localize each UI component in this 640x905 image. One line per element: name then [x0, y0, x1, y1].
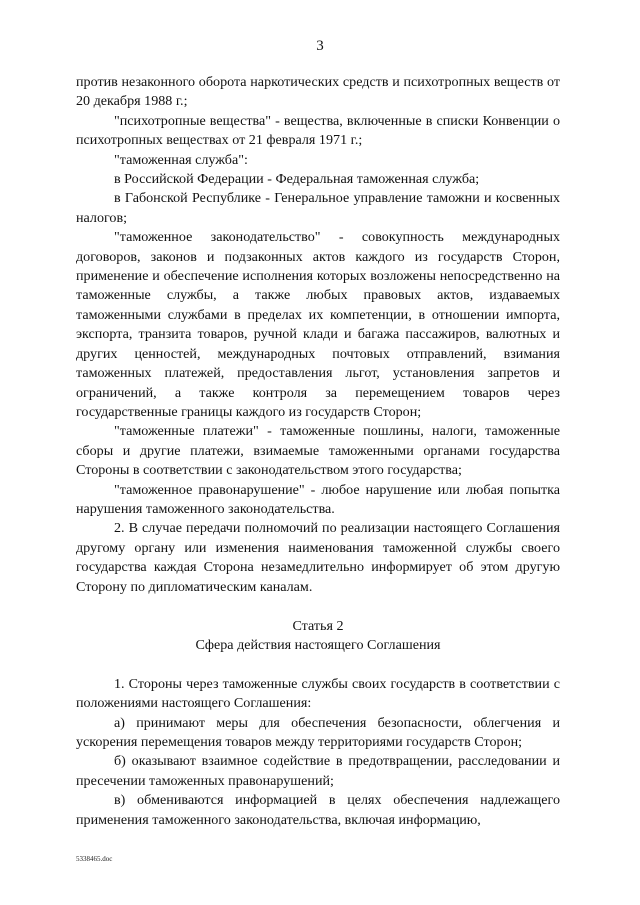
document-body	[76, 73, 560, 830]
paragraph-customs-service-term: "таможенная служба":	[114, 151, 248, 168]
paragraph-customs-service-gabon: в Габонской Республике - Генеральное управление таможни и косвенных налогов;	[76, 190, 560, 226]
paragraph-group-top	[76, 73, 560, 597]
spacer	[76, 656, 560, 675]
article-heading	[76, 617, 560, 656]
spacer	[76, 597, 560, 617]
article-title: Сфера действия настоящего Соглашения	[195, 637, 441, 654]
page-number: 3	[316, 38, 324, 54]
paragraph-customs-offence: "таможенное правонарушение" - любое нарушение или любая попытка нарушения таможенного законодательства.	[76, 481, 560, 517]
paragraph-psychotropic-substances: "психотропные вещества" - вещества, включенные в списки Конвенции о психотропных веществах от 21 февраля 1971 г.;	[76, 112, 560, 149]
paragraph-customs-payments: "таможенные платежи" - таможенные пошлины, налоги, таможенные сборы и другие платежи, взимаемые таможенными органами государства Стороны в соответствии с законодательством этого государства;	[76, 423, 560, 479]
footer-filename: 5338465.doc	[76, 855, 113, 863]
paragraph-item-a: а) принимают меры для обеспечения безопасности, облегчения и ускорения перемещения товаров между территориями государств Сторон;	[76, 714, 560, 750]
paragraph-item-b: б) оказывают взаимное содействие в предотвращении, расследовании и пресечении таможенных правонарушений;	[76, 753, 560, 789]
article-number: Статья 2	[292, 617, 344, 634]
paragraph-group-bottom	[76, 675, 560, 830]
paragraph-customs-legislation: "таможенное законодательство" - совокупность международных договоров, законов и подзаконных актов каждого из государств Сторон, применение и обеспечение исполнения которых возложены непосредственно на таможенные службы, а также любых правовых актов, издаваемых таможенными службами в пределах их компетенции, в отношении импорта, экспорта, транзита товаров, ручной клади и багажа пассажиров, валютных и других ценностей, международных почтовых отправлений, взимания таможенных платежей, предоставления льгот, установления запретов и ограничений, а также контроля за перемещением товаров через государственные границы каждого из государств Сторон;	[76, 229, 560, 420]
paragraph-parties-through-customs: 1. Стороны через таможенные службы своих государств в соответствии с положениями настоящего Соглашения:	[76, 675, 560, 712]
paragraph-customs-service-russia: в Российской Федерации - Федеральная таможенная служба;	[114, 171, 480, 188]
paragraph-transfer-of-powers: 2. В случае передачи полномочий по реализации настоящего Соглашения другому органу или изменения наименования таможенной службы своего государства каждая Сторона незамедлительно информирует об этом другую Сторону по дипломатическим каналам.	[76, 520, 560, 595]
paragraph-item-c: в) обмениваются информацией в целях обеспечения надлежащего применения таможенного законодательства, включая информацию,	[76, 792, 560, 828]
paragraph-narcotics-convention-tail: против незаконного оборота наркотических средств и психотропных веществ от 20 декабря 1988 г.;	[76, 74, 560, 110]
